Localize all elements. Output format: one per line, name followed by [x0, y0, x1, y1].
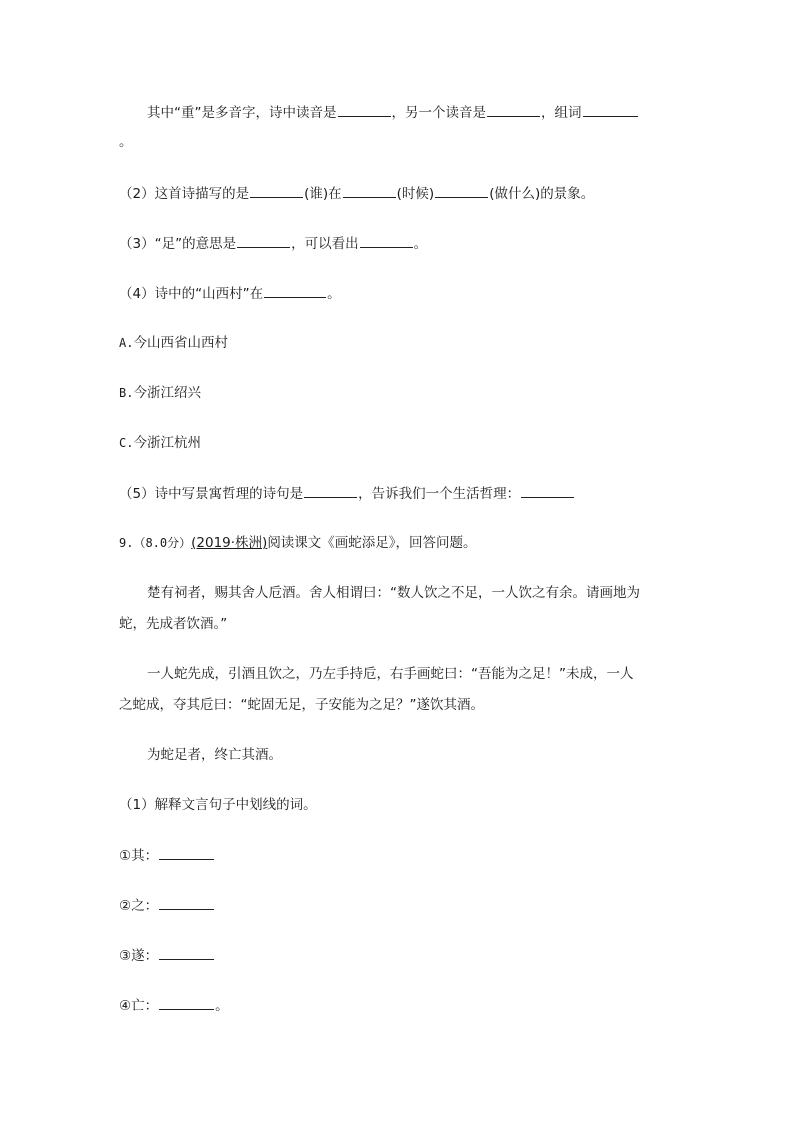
- q8-part1-text-a: 其中“重”是多音字，诗中读音是: [147, 105, 337, 121]
- q9-item-4: [119, 995, 229, 1016]
- item-label: ①其：: [119, 848, 159, 864]
- answer-blank[interactable]: [237, 233, 290, 248]
- q9-header: [119, 533, 477, 553]
- q8-part1-end: [119, 132, 133, 152]
- answer-blank[interactable]: [304, 483, 357, 498]
- answer-blank[interactable]: [159, 995, 214, 1010]
- passage-p2-line2: 之蛇成，夺其卮曰：“蛇固无足，子安能为之足？”遂饮其酒。: [119, 697, 484, 713]
- end-mark: 。: [119, 134, 133, 150]
- answer-blank[interactable]: [343, 183, 396, 198]
- passage-p3: 为蛇足者，终亡其酒。: [147, 747, 282, 763]
- q8-part3-middle: ，可以看出: [291, 236, 359, 252]
- q8-part3-prefix: （3）“足”的意思是: [119, 236, 237, 252]
- question-source-link[interactable]: (2019·株洲): [191, 535, 268, 551]
- q8-part2-what: (做什么)的景象。: [489, 186, 595, 202]
- q8-part2-prefix: （2）这首诗描写的是: [119, 186, 250, 202]
- answer-blank[interactable]: [264, 283, 326, 298]
- option-text: 今浙江绍兴: [133, 385, 201, 401]
- q9-part1-title: （1）解释文言句子中划线的词。: [119, 797, 317, 813]
- option-a[interactable]: [119, 333, 228, 353]
- option-letter: B.: [119, 386, 134, 400]
- answer-blank[interactable]: [487, 102, 540, 117]
- q8-part2-who: (谁)在: [304, 186, 342, 202]
- option-letter: A.: [119, 336, 134, 350]
- answer-blank[interactable]: [521, 483, 574, 498]
- question-prompt: 阅读课文《画蛇添足》，回答问题。: [267, 535, 477, 551]
- option-c[interactable]: [119, 433, 201, 453]
- answer-blank[interactable]: [583, 102, 638, 117]
- option-letter: C.: [119, 436, 134, 450]
- q9-item-3: [119, 945, 215, 966]
- q8-part3-end: 。: [413, 236, 428, 252]
- question-number: 9.（8.0分）: [119, 536, 192, 550]
- option-text: 今山西省山西村: [133, 335, 228, 351]
- q8-part2-when: (时候): [396, 186, 435, 202]
- q8-part2-line: [119, 183, 594, 204]
- q8-part5-prefix: （5）诗中写景寓哲理的诗句是: [119, 486, 304, 502]
- answer-blank[interactable]: [159, 895, 214, 910]
- q8-part1-text-c: ，组词: [541, 105, 582, 121]
- answer-blank[interactable]: [338, 102, 391, 117]
- item-label: ④亡：: [119, 998, 159, 1014]
- q8-part5-middle: ，告诉我们一个生活哲理：: [358, 486, 521, 502]
- answer-blank[interactable]: [159, 945, 214, 960]
- q8-part4-prefix: （4）诗中的“山西村”在: [119, 286, 264, 302]
- q8-part4-line: [119, 283, 341, 304]
- q8-part5-line: [119, 483, 575, 504]
- q8-part1-text-b: ，另一个读音是: [391, 105, 486, 121]
- item-label: ②之：: [119, 898, 159, 914]
- q9-item-1: [119, 845, 215, 866]
- q8-part3-line: [119, 233, 427, 254]
- answer-blank[interactable]: [435, 183, 488, 198]
- item-end: 。: [215, 998, 229, 1014]
- passage-p2-line1: 一人蛇先成，引酒且饮之，乃左手持卮，右手画蛇曰：“吾能为之足！”未成，一人: [147, 666, 634, 682]
- item-label: ③遂：: [119, 948, 159, 964]
- q8-part4-end: 。: [327, 286, 341, 302]
- passage-p1-line2: 蛇，先成者饮酒。”: [119, 616, 228, 632]
- option-text: 今浙江杭州: [133, 435, 201, 451]
- answer-blank[interactable]: [250, 183, 303, 198]
- option-b[interactable]: [119, 383, 201, 403]
- answer-blank[interactable]: [360, 233, 413, 248]
- q9-item-2: [119, 895, 215, 916]
- answer-blank[interactable]: [159, 845, 214, 860]
- passage-p1-line1: 楚有祠者，赐其舍人卮酒。舍人相谓曰：“数人饮之不足，一人饮之有余。请画地为: [147, 585, 640, 601]
- q8-part1-line: [147, 102, 639, 123]
